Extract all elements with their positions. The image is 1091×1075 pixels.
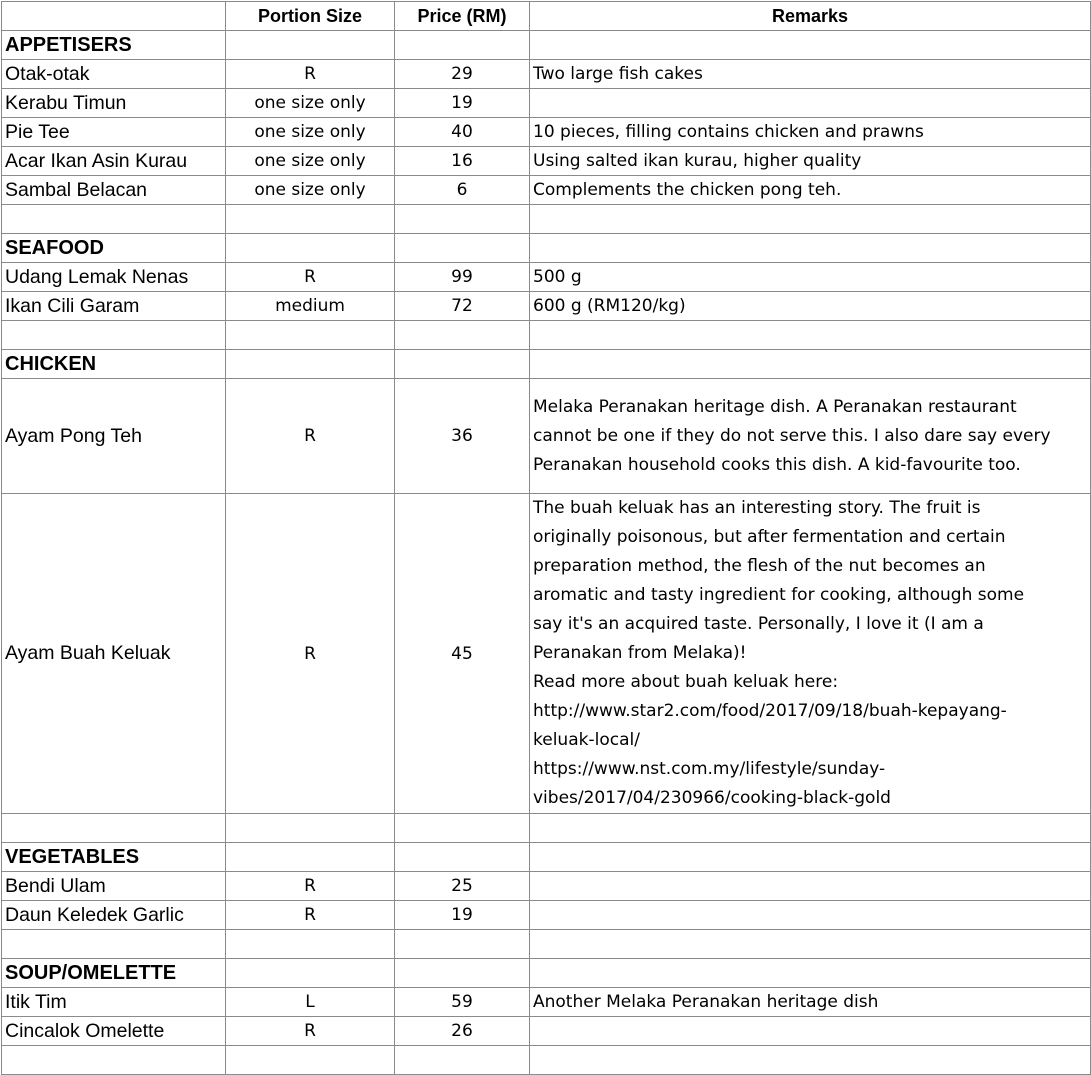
item-name-cell[interactable]: Sambal Belacan bbox=[2, 176, 226, 205]
price-cell[interactable]: 25 bbox=[395, 872, 530, 901]
empty-row bbox=[2, 205, 1091, 234]
table-row bbox=[2, 292, 1091, 321]
empty-cell[interactable] bbox=[2, 930, 226, 959]
remarks-cell[interactable]: Another Melaka Peranakan heritage dish bbox=[530, 988, 1091, 1017]
portion-cell[interactable]: one size only bbox=[226, 147, 395, 176]
table-row bbox=[2, 89, 1091, 118]
empty-cell[interactable] bbox=[395, 205, 530, 234]
empty-cell[interactable] bbox=[530, 321, 1091, 350]
section-row bbox=[2, 350, 1091, 379]
empty-cell[interactable] bbox=[530, 930, 1091, 959]
remarks-cell[interactable] bbox=[530, 494, 1091, 814]
table-row bbox=[2, 147, 1091, 176]
remarks-cell[interactable] bbox=[530, 379, 1091, 494]
remarks-line: say it's an acquired taste. Personally, I love it (I am a bbox=[533, 614, 984, 634]
remarks-cell[interactable]: 10 pieces, filling contains chicken and prawns bbox=[530, 118, 1091, 147]
empty-cell[interactable] bbox=[395, 321, 530, 350]
remarks-cell[interactable] bbox=[530, 1017, 1091, 1046]
empty-cell[interactable] bbox=[226, 205, 395, 234]
portion-cell[interactable]: one size only bbox=[226, 89, 395, 118]
price-cell[interactable]: 59 bbox=[395, 988, 530, 1017]
section-row bbox=[2, 959, 1091, 988]
empty-cell[interactable] bbox=[2, 321, 226, 350]
remarks-link: http://www.star2.com/food/2017/09/18/buah-kepayang- bbox=[533, 701, 1007, 721]
empty-cell[interactable] bbox=[530, 234, 1091, 263]
item-name-cell[interactable]: Bendi Ulam bbox=[2, 872, 226, 901]
remarks-cell[interactable]: Two large fish cakes bbox=[530, 60, 1091, 89]
empty-cell[interactable] bbox=[530, 814, 1091, 843]
table-row bbox=[2, 118, 1091, 147]
item-name-cell[interactable]: Ayam Pong Teh bbox=[2, 379, 226, 494]
header-remarks[interactable]: Remarks bbox=[530, 2, 1091, 31]
section-row bbox=[2, 31, 1091, 60]
price-cell[interactable]: 16 bbox=[395, 147, 530, 176]
empty-cell[interactable] bbox=[226, 1046, 395, 1075]
empty-cell[interactable] bbox=[530, 350, 1091, 379]
portion-cell[interactable]: R bbox=[226, 901, 395, 930]
section-chicken[interactable]: CHICKEN bbox=[2, 350, 226, 379]
remarks-cell[interactable]: Complements the chicken pong teh. bbox=[530, 176, 1091, 205]
table-row bbox=[2, 60, 1091, 89]
price-cell[interactable]: 45 bbox=[395, 494, 530, 814]
remarks-cell[interactable]: 600 g (RM120/kg) bbox=[530, 292, 1091, 321]
remarks-line: aromatic and tasty ingredient for cooking, although some bbox=[533, 585, 1025, 605]
remarks-link: https://www.nst.com.my/lifestyle/sunday- bbox=[533, 759, 886, 779]
menu-spreadsheet bbox=[1, 1, 1091, 1075]
portion-cell[interactable]: medium bbox=[226, 292, 395, 321]
remarks-link: vibes/2017/04/230966/cooking-black-gold bbox=[533, 788, 891, 808]
table-row bbox=[2, 494, 1091, 814]
empty-row bbox=[2, 930, 1091, 959]
empty-cell[interactable] bbox=[2, 814, 226, 843]
section-appetisers[interactable]: APPETISERS bbox=[2, 31, 226, 60]
remarks-cell[interactable]: Using salted ikan kurau, higher quality bbox=[530, 147, 1091, 176]
price-cell[interactable]: 26 bbox=[395, 1017, 530, 1046]
empty-cell[interactable] bbox=[395, 843, 530, 872]
empty-cell[interactable] bbox=[226, 321, 395, 350]
remarks-cell[interactable]: 500 g bbox=[530, 263, 1091, 292]
empty-cell[interactable] bbox=[2, 1046, 226, 1075]
empty-cell[interactable] bbox=[530, 205, 1091, 234]
empty-cell[interactable] bbox=[226, 234, 395, 263]
price-cell[interactable]: 6 bbox=[395, 176, 530, 205]
empty-cell[interactable] bbox=[530, 1046, 1091, 1075]
item-name-cell[interactable]: Kerabu Timun bbox=[2, 89, 226, 118]
table-row bbox=[2, 872, 1091, 901]
empty-cell[interactable] bbox=[226, 843, 395, 872]
empty-cell[interactable] bbox=[395, 350, 530, 379]
portion-cell[interactable]: R bbox=[226, 263, 395, 292]
table-row bbox=[2, 901, 1091, 930]
table-row bbox=[2, 379, 1091, 494]
empty-cell[interactable] bbox=[530, 843, 1091, 872]
portion-cell[interactable]: R bbox=[226, 1017, 395, 1046]
table-row bbox=[2, 988, 1091, 1017]
empty-cell[interactable] bbox=[395, 31, 530, 60]
portion-cell[interactable]: R bbox=[226, 872, 395, 901]
empty-cell[interactable] bbox=[395, 930, 530, 959]
empty-row bbox=[2, 814, 1091, 843]
portion-cell[interactable]: R bbox=[226, 494, 395, 814]
remarks-cell[interactable] bbox=[530, 872, 1091, 901]
empty-cell[interactable] bbox=[226, 930, 395, 959]
remarks-cell[interactable] bbox=[530, 89, 1091, 118]
item-name-cell[interactable]: Ayam Buah Keluak bbox=[2, 494, 226, 814]
empty-cell[interactable] bbox=[395, 1046, 530, 1075]
remarks-line: Peranakan from Melaka)! bbox=[533, 643, 747, 663]
remarks-line: Melaka Peranakan heritage dish. A Peranakan restaurant bbox=[533, 396, 1017, 417]
table-row bbox=[2, 1017, 1091, 1046]
price-cell[interactable]: 19 bbox=[395, 89, 530, 118]
item-name-cell[interactable]: Udang Lemak Nenas bbox=[2, 263, 226, 292]
item-name-cell[interactable]: Otak-otak bbox=[2, 60, 226, 89]
header-portion-size[interactable]: Portion Size bbox=[226, 2, 395, 31]
portion-cell[interactable]: L bbox=[226, 988, 395, 1017]
item-name-cell[interactable]: Acar Ikan Asin Kurau bbox=[2, 147, 226, 176]
portion-cell[interactable]: R bbox=[226, 379, 395, 494]
price-cell[interactable]: 72 bbox=[395, 292, 530, 321]
price-cell[interactable]: 99 bbox=[395, 263, 530, 292]
empty-cell[interactable] bbox=[226, 959, 395, 988]
table-row bbox=[2, 263, 1091, 292]
portion-cell[interactable]: one size only bbox=[226, 176, 395, 205]
price-cell[interactable]: 40 bbox=[395, 118, 530, 147]
remarks-line: Peranakan household cooks this dish. A kid-favourite too. bbox=[533, 454, 1021, 475]
empty-cell[interactable] bbox=[226, 350, 395, 379]
section-row bbox=[2, 234, 1091, 263]
portion-cell[interactable]: one size only bbox=[226, 118, 395, 147]
empty-cell[interactable] bbox=[530, 31, 1091, 60]
section-row bbox=[2, 843, 1091, 872]
price-cell[interactable]: 29 bbox=[395, 60, 530, 89]
empty-cell[interactable] bbox=[530, 959, 1091, 988]
section-seafood[interactable]: SEAFOOD bbox=[2, 234, 226, 263]
empty-cell[interactable] bbox=[226, 31, 395, 60]
empty-row bbox=[2, 321, 1091, 350]
cell-header-item[interactable] bbox=[2, 2, 226, 31]
table-row bbox=[2, 176, 1091, 205]
item-name-cell[interactable]: Cincalok Omelette bbox=[2, 1017, 226, 1046]
price-cell[interactable]: 36 bbox=[395, 379, 530, 494]
portion-cell[interactable]: R bbox=[226, 60, 395, 89]
header-price[interactable]: Price (RM) bbox=[395, 2, 530, 31]
remarks-line: Read more about buah keluak here: bbox=[533, 672, 839, 692]
section-soup-omelette[interactable]: SOUP/OMELETTE bbox=[2, 959, 226, 988]
item-name-cell[interactable]: Ikan Cili Garam bbox=[2, 292, 226, 321]
price-cell[interactable]: 19 bbox=[395, 901, 530, 930]
remarks-line: originally poisonous, but after fermentation and certain bbox=[533, 527, 1006, 547]
remarks-cell[interactable] bbox=[530, 901, 1091, 930]
empty-cell[interactable] bbox=[395, 959, 530, 988]
empty-cell[interactable] bbox=[2, 205, 226, 234]
remarks-line: The buah keluak has an interesting story. The fruit is bbox=[533, 498, 981, 518]
header-row bbox=[2, 2, 1091, 31]
empty-cell[interactable] bbox=[226, 814, 395, 843]
remarks-line: cannot be one if they do not serve this. I also dare say every bbox=[533, 425, 1051, 446]
section-vegetables[interactable]: VEGETABLES bbox=[2, 843, 226, 872]
empty-cell[interactable] bbox=[395, 234, 530, 263]
remarks-link: keluak-local/ bbox=[533, 730, 640, 750]
empty-row bbox=[2, 1046, 1091, 1075]
item-name-cell[interactable]: Itik Tim bbox=[2, 988, 226, 1017]
item-name-cell[interactable]: Pie Tee bbox=[2, 118, 226, 147]
item-name-cell[interactable]: Daun Keledek Garlic bbox=[2, 901, 226, 930]
empty-cell[interactable] bbox=[395, 814, 530, 843]
remarks-line: preparation method, the flesh of the nut becomes an bbox=[533, 556, 986, 576]
